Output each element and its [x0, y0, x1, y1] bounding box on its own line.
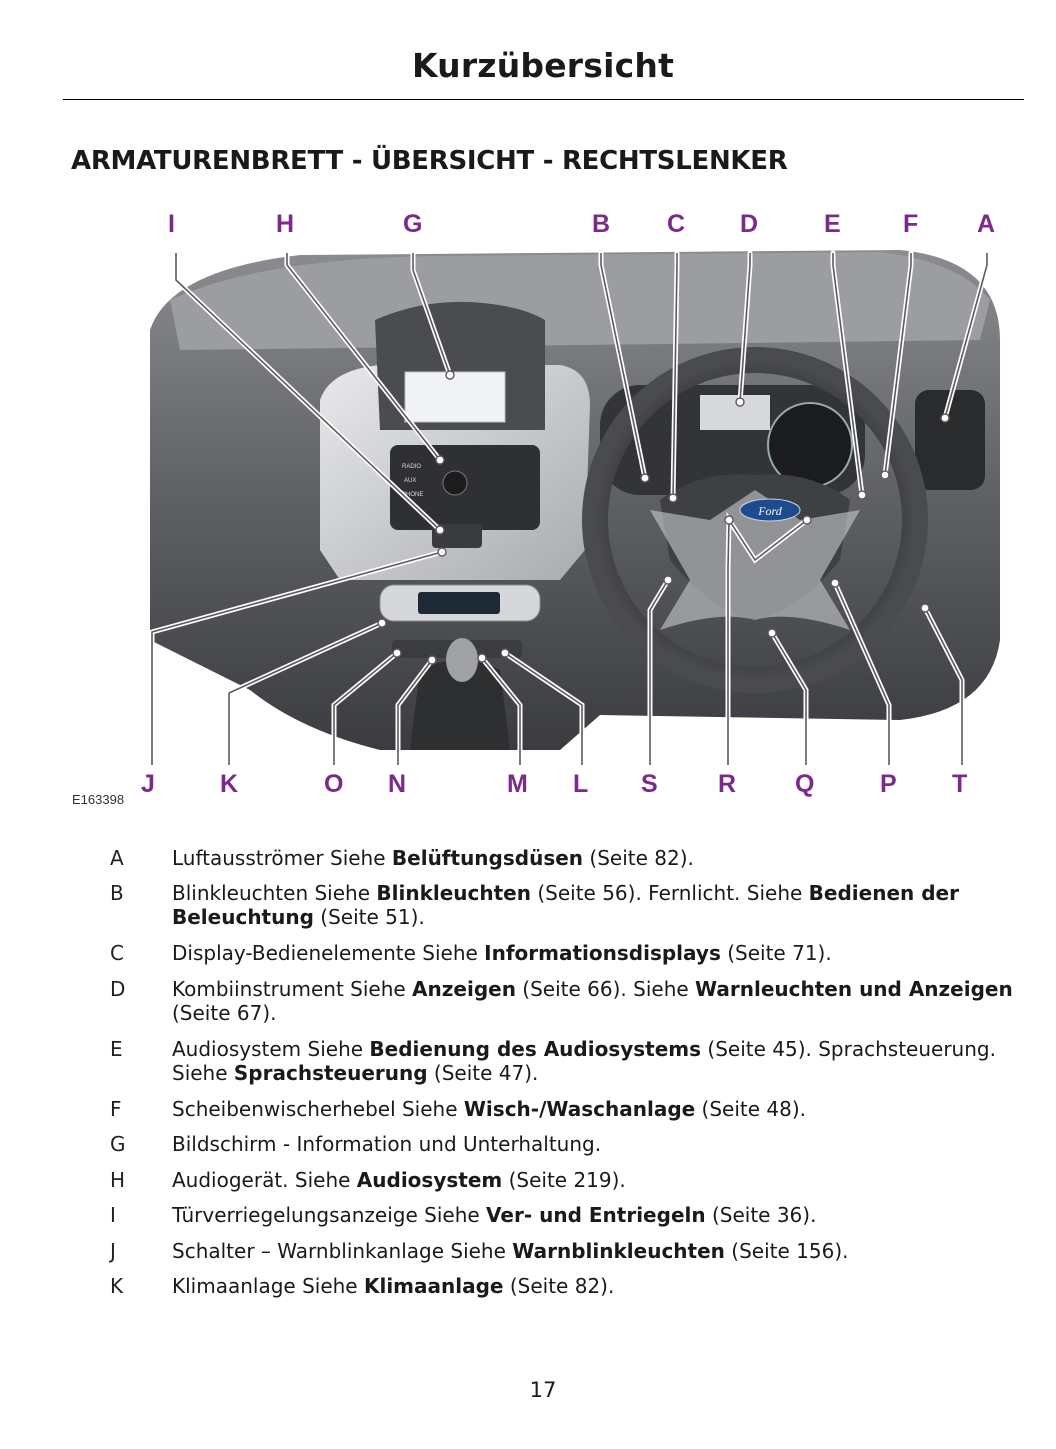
legend-fragment: (Seite 51). [313, 905, 425, 929]
callout-label-p: P [880, 770, 897, 798]
legend-key: G [110, 1132, 126, 1156]
legend-reference: Warnleuchten und Anzeigen [695, 977, 1013, 1001]
radio-knob [443, 471, 467, 495]
callout-label-e: E [824, 210, 841, 238]
legend-fragment: Türverriegelungsanzeige Siehe [172, 1203, 487, 1227]
legend-fragment: (Seite 71). [720, 941, 832, 965]
legend-fragment: Bildschirm - Information und Unterhaltung. [172, 1132, 602, 1156]
legend-reference: Sprachsteuerung [233, 1061, 428, 1085]
callout-label-h: H [276, 210, 295, 238]
callout-label-j: J [141, 770, 155, 798]
legend-reference: Ver- und Entriegeln [486, 1203, 706, 1227]
legend-key: D [110, 977, 126, 1001]
dashboard-top [170, 252, 990, 350]
dashboard-illustration [0, 190, 1056, 830]
callout-label-b: B [592, 210, 611, 238]
callout-label-t: T [952, 770, 968, 798]
radio-label-radio: RADIO [402, 464, 422, 470]
callout-label-i: I [168, 210, 175, 238]
legend-text [172, 881, 1022, 929]
cluster-display [700, 395, 770, 430]
legend-fragment: (Seite 45). Sprachsteuerung. Siehe [172, 1037, 996, 1085]
legend-fragment: (Seite 48). [695, 1097, 807, 1121]
callout-label-r: R [718, 770, 737, 798]
gear-knob [446, 638, 478, 682]
legend-fragment: Klimaanlage Siehe [172, 1274, 364, 1298]
legend-text [172, 846, 1022, 870]
legend-reference: Klimaanlage [363, 1274, 504, 1298]
legend-fragment: (Seite 82). [583, 846, 694, 870]
legend-fragment: (Seite 82). [503, 1274, 615, 1298]
legend-fragment: (Seite 67). [172, 1001, 277, 1025]
legend-key: B [110, 881, 124, 905]
legend-reference: Audiosystem [356, 1168, 503, 1192]
callout-label-l: L [573, 770, 589, 798]
legend-text [172, 941, 1022, 965]
legend-reference: Warnblinkleuchten [512, 1239, 725, 1263]
callout-label-s: S [641, 770, 658, 798]
radio-label-phone: PHONE [402, 492, 424, 498]
legend-reference: Bedienung des Audiosystems [369, 1037, 702, 1061]
legend-text [172, 1037, 1022, 1085]
section-heading: ARMATURENBRETT - ÜBERSICHT - RECHTSLENKER [71, 146, 788, 176]
legend-key: A [110, 846, 124, 870]
callout-label-n: N [388, 770, 407, 798]
callout-label-g: G [403, 210, 423, 238]
display-screen [405, 372, 505, 422]
legend-text [172, 1132, 1022, 1156]
page-title: Kurzübersicht [411, 46, 675, 85]
figure-id: E163398 [72, 792, 125, 807]
legend-text [172, 977, 1022, 1025]
legend-text [172, 1203, 1022, 1227]
legend-key: C [110, 941, 124, 965]
callout-label-f: F [903, 210, 919, 238]
legend-reference: Blinkleuchten [376, 881, 531, 905]
legend-reference: Wisch-/Waschanlage [463, 1097, 696, 1121]
speedometer [768, 403, 852, 487]
legend-key: E [110, 1037, 123, 1061]
legend-text [172, 1274, 1022, 1298]
legend-fragment: Luftausströmer Siehe [172, 846, 392, 870]
legend-fragment: (Seite 56). Fernlicht. Siehe [530, 881, 809, 905]
legend-fragment: (Seite 47). [427, 1061, 539, 1085]
legend-fragment: Audiosystem Siehe [172, 1037, 370, 1061]
callout-label-m: M [507, 770, 528, 798]
ford-badge-text: Ford [758, 504, 782, 518]
legend-key: F [110, 1097, 122, 1121]
legend-fragment: (Seite 156). [724, 1239, 849, 1263]
legend-fragment: Blinkleuchten Siehe [172, 881, 377, 905]
climate-display [418, 592, 500, 614]
legend-reference: Anzeigen [412, 977, 516, 1001]
legend-reference: Bedienen der Beleuchtung [172, 881, 959, 929]
legend-key: K [110, 1274, 124, 1298]
legend-fragment: (Seite 36). [705, 1203, 817, 1227]
legend-fragment: (Seite 219). [502, 1168, 626, 1192]
legend-fragment: Audiogerät. Siehe [172, 1168, 357, 1192]
legend-reference: Belüftungsdüsen [391, 846, 584, 870]
legend-fragment: Kombiinstrument Siehe [172, 977, 413, 1001]
legend-text [172, 1168, 1022, 1192]
legend-reference: Informationsdisplays [484, 941, 721, 965]
legend-fragment: (Seite 66). Siehe [515, 977, 696, 1001]
legend-fragment: Display-Bedienelemente Siehe [172, 941, 485, 965]
legend-text [172, 1239, 1022, 1263]
title-divider [63, 99, 1024, 100]
callout-label-o: O [324, 770, 344, 798]
legend-fragment: Schalter – Warnblinkanlage Siehe [172, 1239, 513, 1263]
legend-text [172, 1097, 1022, 1121]
callout-label-d: D [740, 210, 759, 238]
legend-key: I [110, 1203, 116, 1227]
dashboard-drawing [0, 190, 1056, 830]
radio-label-aux: AUX [404, 478, 417, 484]
page-number: 17 [529, 1378, 557, 1402]
callout-label-a: A [977, 210, 996, 238]
legend-key: H [110, 1168, 126, 1192]
callout-label-c: C [667, 210, 686, 238]
callout-label-k: K [220, 770, 239, 798]
callout-label-q: Q [795, 770, 815, 798]
legend-fragment: Scheibenwischerhebel Siehe [172, 1097, 464, 1121]
legend-key: J [110, 1239, 116, 1263]
